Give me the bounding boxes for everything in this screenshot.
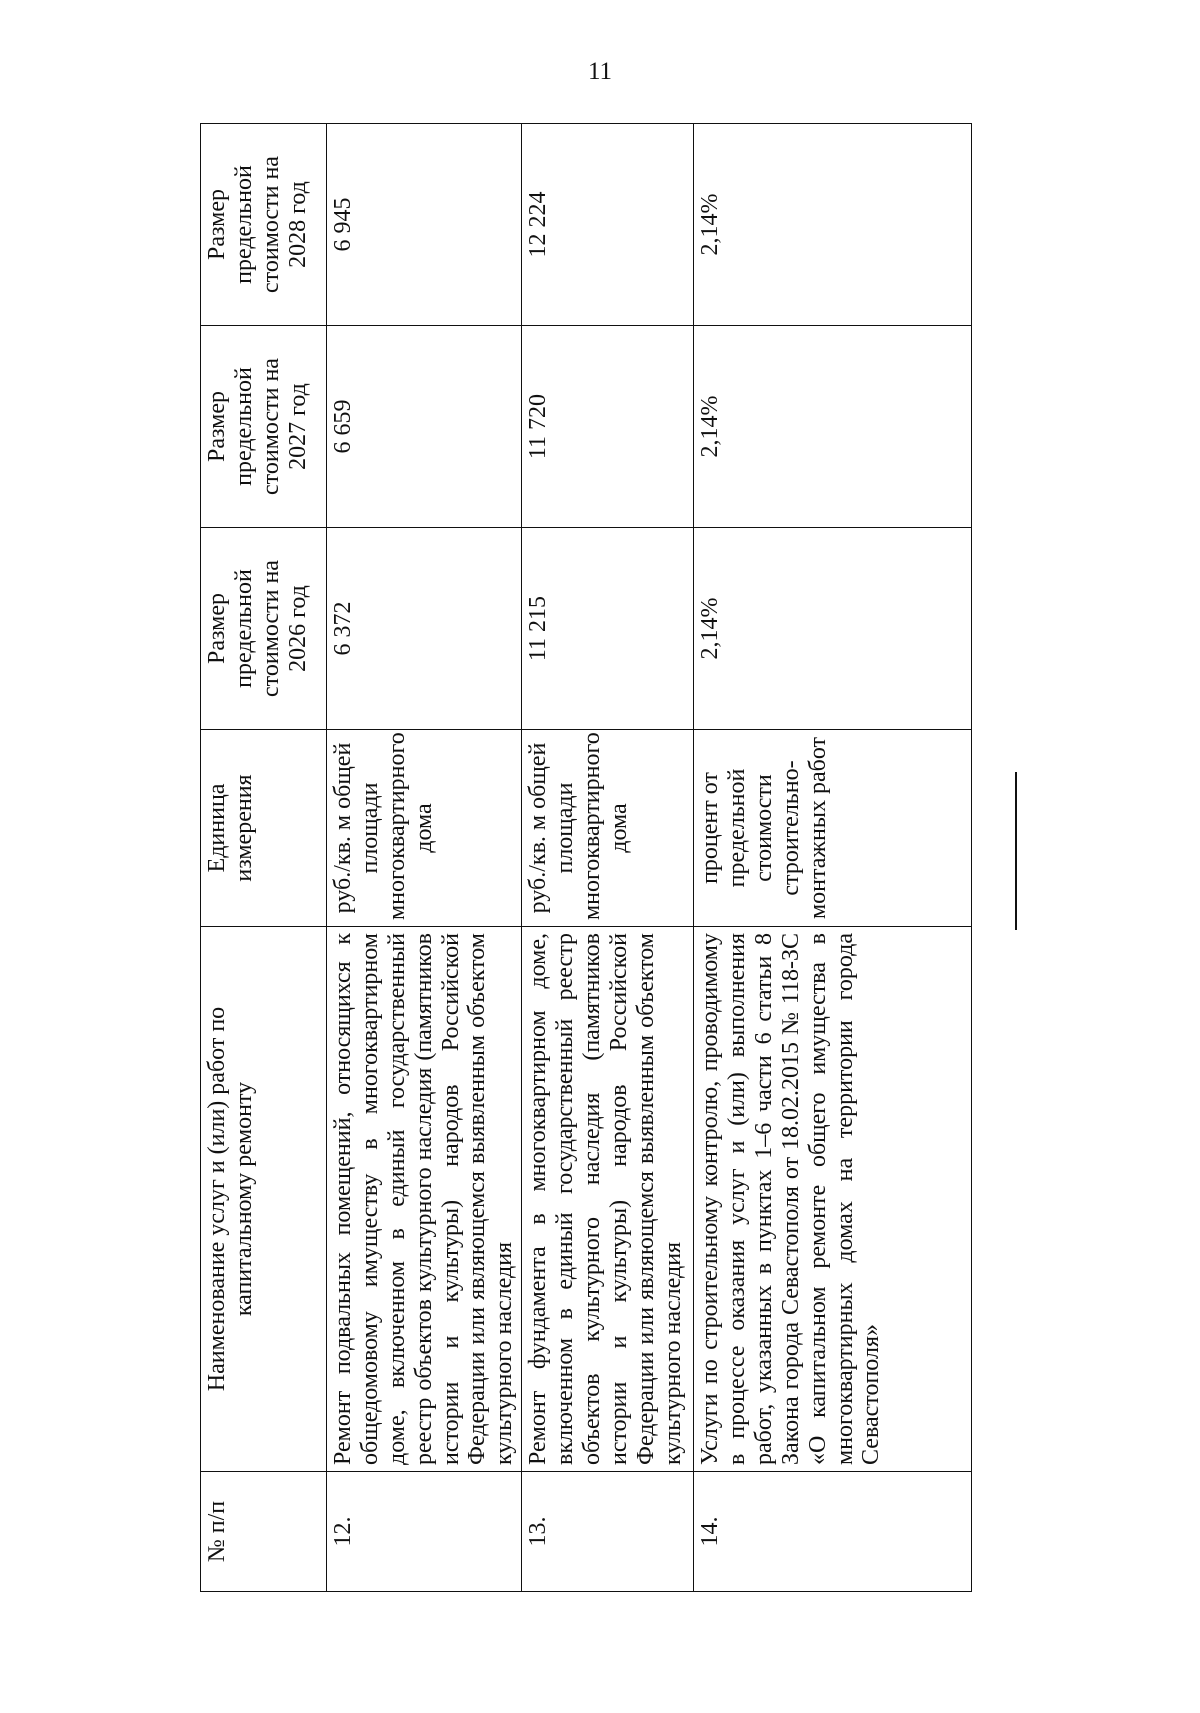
- row-cost-2026: 6 372: [327, 528, 522, 730]
- row-unit: процент от предельной стоимости строительно-монтажных работ: [694, 730, 972, 927]
- table-header-row: [201, 124, 327, 1592]
- row-name: Ремонт подвальных помещений, относящихся к общедомовому имуществу в многоквартирном доме, включенном в единый государственный реестр объектов культурного наследия (памятников истории и культуры) народов Российской Федерации или являющемся выявленным объектом культурного наследия: [327, 927, 522, 1472]
- row-num: 12.: [327, 1472, 522, 1592]
- header-name: Наименование услуг и (или) работ по капитальному ремонту: [201, 927, 327, 1472]
- row-name: Услуги по строительному контролю, проводимому в процессе оказания услуг и (или) выполнения работ, указанных в пунктах 1–6 части 6 статьи 8 Закона города Севастополя от 18.02.2015 № 118-ЗС «О капитальном ремонте общего имущества в многоквартирных домах на территории города Севастополя»: [694, 927, 972, 1472]
- header-cost-2028: Размер предельной стоимости на 2028 год: [201, 124, 327, 326]
- row-cost-2026: 11 215: [522, 528, 694, 730]
- page-number: 11: [587, 58, 613, 85]
- row-cost-2028: 6 945: [327, 124, 522, 326]
- row-cost-2027: 6 659: [327, 326, 522, 528]
- row-cost-2028: 12 224: [522, 124, 694, 326]
- rotated-table-container: [200, 124, 968, 1592]
- row-name: Ремонт фундамента в многоквартирном доме, включенном в единый государственный реестр объектов культурного наследия (памятников истории и культуры) народов Российской Федерации или являющемся выявленным объектом культурного наследия: [522, 927, 694, 1472]
- header-cost-2026: Размер предельной стоимости на 2026 год: [201, 528, 327, 730]
- table-row: [327, 124, 522, 1592]
- row-cost-2028: 2,14%: [694, 124, 972, 326]
- row-unit: руб./кв. м общей площади многоквартирного дома: [327, 730, 522, 927]
- row-num: 14.: [694, 1472, 972, 1592]
- table-row: [522, 124, 694, 1592]
- row-cost-2027: 11 720: [522, 326, 694, 528]
- header-unit: Единица измерения: [201, 730, 327, 927]
- row-unit: руб./кв. м общей площади многоквартирного дома: [522, 730, 694, 927]
- header-num: № п/п: [201, 1472, 327, 1592]
- cost-table: [200, 123, 972, 1592]
- end-rule-divider: [1015, 772, 1017, 930]
- row-cost-2027: 2,14%: [694, 326, 972, 528]
- row-cost-2026: 2,14%: [694, 528, 972, 730]
- table-row: [694, 124, 972, 1592]
- row-num: 13.: [522, 1472, 694, 1592]
- header-cost-2027: Размер предельной стоимости на 2027 год: [201, 326, 327, 528]
